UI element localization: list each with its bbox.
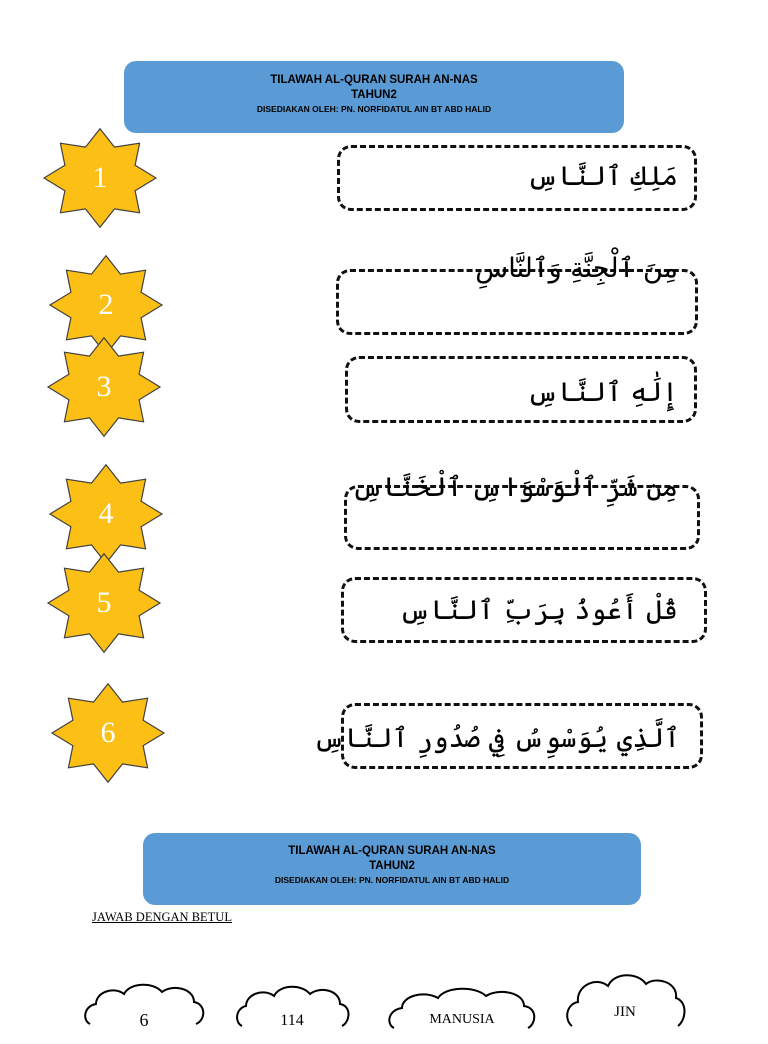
star-number: 2 xyxy=(98,288,114,321)
footer-class: TAHUN2 xyxy=(369,860,415,872)
cloud-label: 114 xyxy=(280,1012,304,1029)
answer-cloud[interactable] xyxy=(384,984,540,1044)
header-banner xyxy=(124,61,624,133)
number-star xyxy=(42,128,158,228)
cloud-label: MANUSIA xyxy=(429,1012,495,1027)
footer-author: DISEDIAKAN OLEH: PN. NORFIDATUL AIN BT ABD HALID xyxy=(274,875,510,885)
cloud-label: 6 xyxy=(139,1010,149,1030)
number-star xyxy=(48,464,164,564)
number-star xyxy=(46,553,162,653)
footer-banner xyxy=(143,833,641,905)
verse-text: إِلَٰهِ ٱلنَّاسِ xyxy=(527,377,678,408)
verse-text: قُلْ أَعُوذُ بِرَبِّ ٱلنَّاسِ xyxy=(399,595,678,626)
verse-text: مِنَ ٱلْجِنَّةِ وَٱلنَّاسِ xyxy=(475,253,678,284)
star-number: 1 xyxy=(92,161,108,194)
star-number: 4 xyxy=(98,497,114,530)
star-number: 3 xyxy=(96,370,112,403)
number-star xyxy=(46,337,162,437)
answer-cloud[interactable] xyxy=(80,980,208,1040)
answer-cloud[interactable] xyxy=(562,970,688,1040)
answer-cloud[interactable] xyxy=(232,982,352,1042)
star-number: 5 xyxy=(96,586,112,619)
verse-text: ٱلَّذِي يُوَسْوِسُ فِي صُدُورِ ٱلنَّاسِ xyxy=(313,723,680,754)
header-author: DISEDIAKAN OLEH: PN. NORFIDATUL AIN BT ABD HALID xyxy=(256,104,492,114)
verse-text: مِن شَرِّ ٱلْوَسْوَاسِ ٱلْخَنَّاسِ xyxy=(351,472,678,503)
number-star xyxy=(50,683,166,783)
verse-text: مَلِكِ ٱلنَّاسِ xyxy=(527,161,678,192)
footer-title: TILAWAH AL-QURAN SURAH AN-NAS xyxy=(288,845,496,857)
cloud-label: JIN xyxy=(614,1004,636,1020)
instruction-text: JAWAB DENGAN BETUL xyxy=(92,910,232,924)
header-class: TAHUN2 xyxy=(351,89,397,101)
star-number: 6 xyxy=(100,716,116,749)
header-title: TILAWAH AL-QURAN SURAH AN-NAS xyxy=(270,74,478,86)
